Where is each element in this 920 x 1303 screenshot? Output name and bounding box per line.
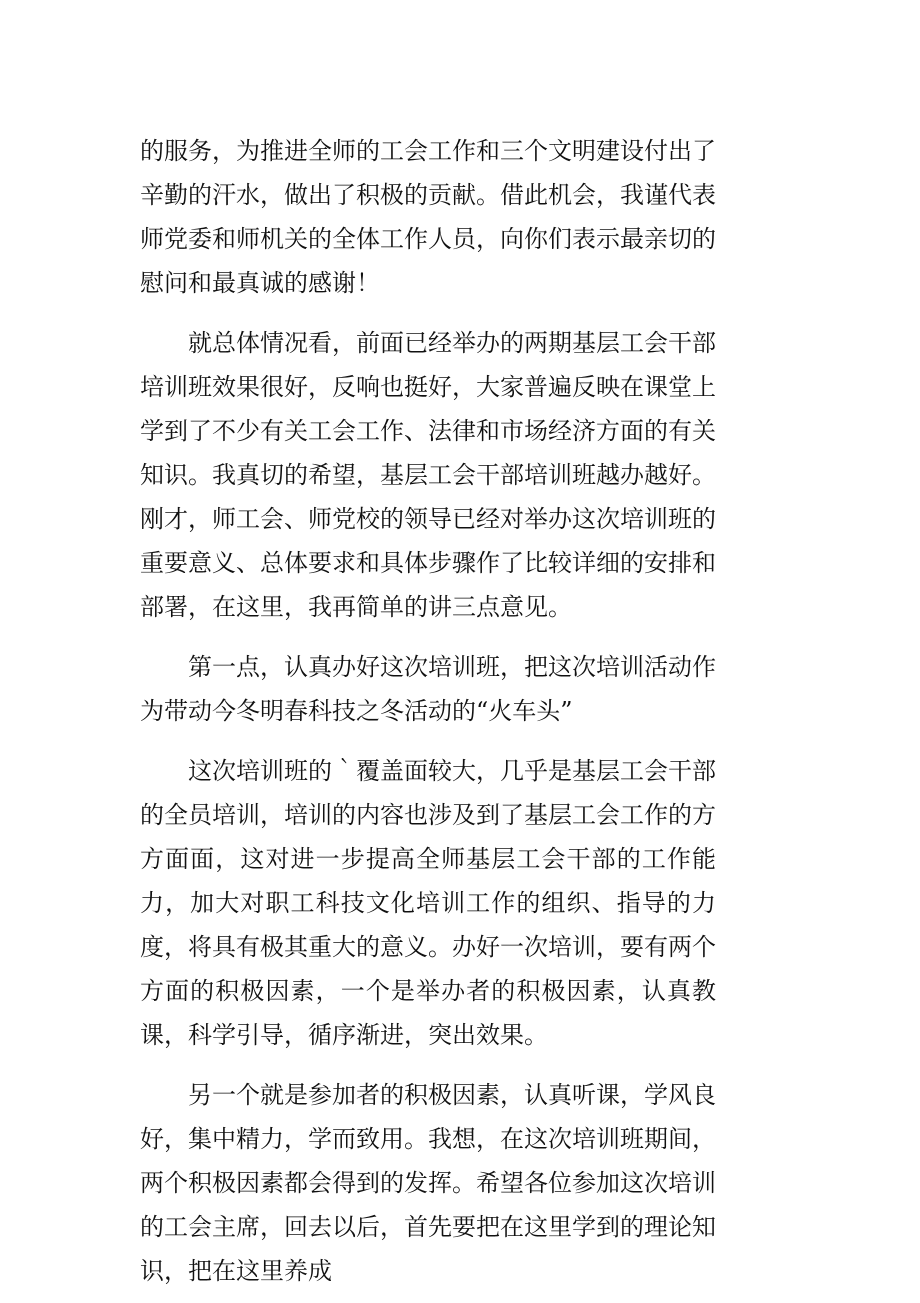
- paragraph-2: 就总体情况看，前面已经举办的两期基层工会干部培训班效果很好，反响也挺好，大家普遍反映在课堂上学到了不少有关工会工作、法律和市场经济方面的有关知识。我真切的希望，基层工会干部培训班越办越好。刚才，师工会、师党校的领导已经对举办这次培训班的重要意义、总体要求和具体步骤作了比较详细的安排和部署，在这里，我再简单的讲三点意见。: [140, 329, 716, 621]
- paragraph-4: 这次培训班的｀覆盖面较大，几乎是基层工会干部的全员培训，培训的内容也涉及到了基层工会工作的方方面面，这对进一步提高全师基层工会干部的工作能力，加大对职工科技文化培训工作的组织、指导的力度，将具有极其重大的意义。办好一次培训，要有两个方面的积极因素，一个是举办者的积极因素，认真教课，科学引导，循序渐进，突出效果。: [140, 757, 716, 1049]
- paragraph-5: 另一个就是参加者的积极因素，认真听课，学风良好，集中精力，学而致用。我想，在这次培训班期间，两个积极因素都会得到的发挥。希望各位参加这次培训的工会主席，回去以后，首先要把在这里学到的理论知识，把在这里养成: [140, 1081, 716, 1285]
- paragraph-3: 第一点，认真办好这次培训班，把这次培训活动作为带动今冬明春科技之冬活动的“火车头”: [140, 653, 716, 725]
- paragraph-1: 的服务，为推进全师的工会工作和三个文明建设付出了辛勤的汗水，做出了积极的贡献。借此机会，我谨代表师党委和师机关的全体工作人员，向你们表示最亲切的慰问和最真诚的感谢！: [140, 137, 716, 297]
- document-body: [140, 129, 716, 1293]
